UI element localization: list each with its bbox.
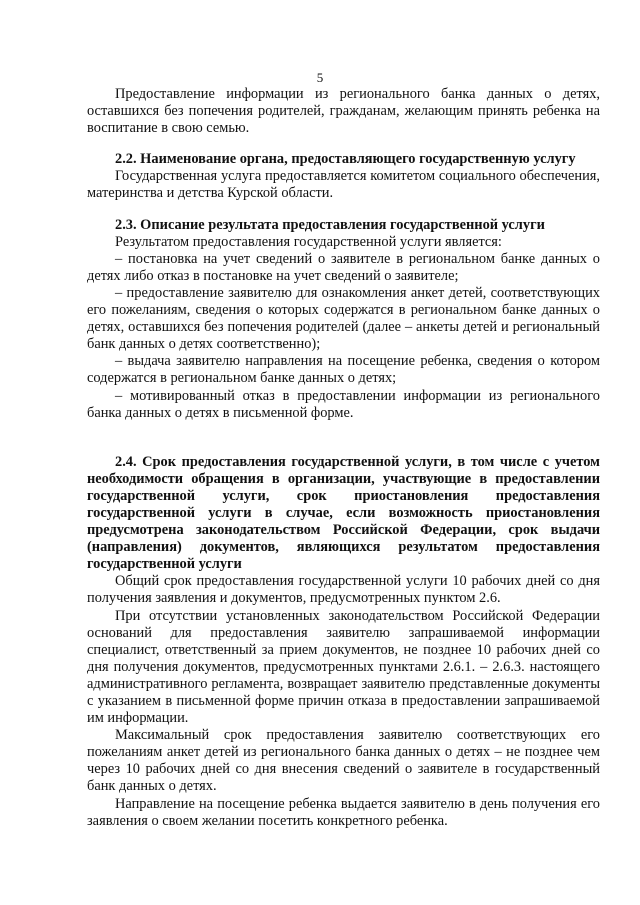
- section-2-3-item: – постановка на учет сведений о заявителе в региональном банке данных о детях либо отказ в постановке на учет сведений о заявителе;: [87, 250, 600, 284]
- section-2-3-item: – мотивированный отказ в предоставлении информации из регионального банка данных о детях в письменной форме.: [87, 387, 600, 421]
- section-2-2-heading: 2.2. Наименование органа, предоставляющего государственную услугу: [115, 151, 576, 168]
- intro-paragraph: Предоставление информации из регионального банка данных о детях, оставшихся без попечения родителей, гражданам, желающим принять ребенка на воспитание в свою семью.: [87, 86, 600, 137]
- page-number: 5: [316, 70, 324, 85]
- section-2-3-heading: 2.3. Описание результата предоставления государственной услуги: [115, 216, 545, 233]
- section-2-4-paragraph: Максимальный срок предоставления заявителю соответствующих его пожеланиям анкет детей из регионального банка данных о детях – не позднее чем через 10 рабочих дней со дня внесения сведений о заявителе в государственный банк данных о детях.: [87, 727, 600, 795]
- document-body: [87, 86, 600, 830]
- section-2-3-item: – выдача заявителю направления на посещение ребенка, сведения о котором содержатся в региональном банке данных о детях;: [87, 353, 600, 387]
- section-2-4-paragraph: При отсутствии установленных законодательством Российской Федерации оснований для предоставления заявителю запрашиваемой информации специалист, ответственный за прием документов, не позднее 10 рабочих дней со дня получения документов, предусмотренных пунктами 2.6.1. – 2.6.3. настоящего административного регламента, возвращает заявителю представленные документы с указанием в письменной форме причин отказа в предоставлении запрашиваемой им информации.: [87, 607, 600, 727]
- section-2-4-paragraph: Направление на посещение ребенка выдается заявителю в день получения его заявления о своем желании посетить конкретного ребенка.: [87, 795, 600, 829]
- section-2-3-intro: Результатом предоставления государственной услуги является:: [115, 233, 502, 250]
- section-2-3-item: – предоставление заявителю для ознакомления анкет детей, соответствующих его пожеланиям, сведения о которых содержатся в региональном банке данных о детях, оставшихся без попечения родителей (далее – анкеты детей и региональный банк данных о детях соответственно);: [87, 284, 600, 353]
- section-2-4-heading: 2.4. Срок предоставления государственной услуги, в том числе с учетом необходимости обращения в организации, участвующие в предоставлении государственной услуги, срок приостановления предоставления государственной услуги в случае, если возможность приостановления предусмотрена законодательством Российской Федерации, срок выдачи (направления) документов, являющихся результатом предоставления государственной услуги: [87, 453, 600, 573]
- section-2-4-paragraph: Общий срок предоставления государственной услуги 10 рабочих дней со дня получения заявления и документов, предусмотренных пунктом 2.6.: [87, 573, 600, 607]
- section-2-2-text: Государственная услуга предоставляется комитетом социального обеспечения, материнства и детства Курской области.: [87, 168, 600, 202]
